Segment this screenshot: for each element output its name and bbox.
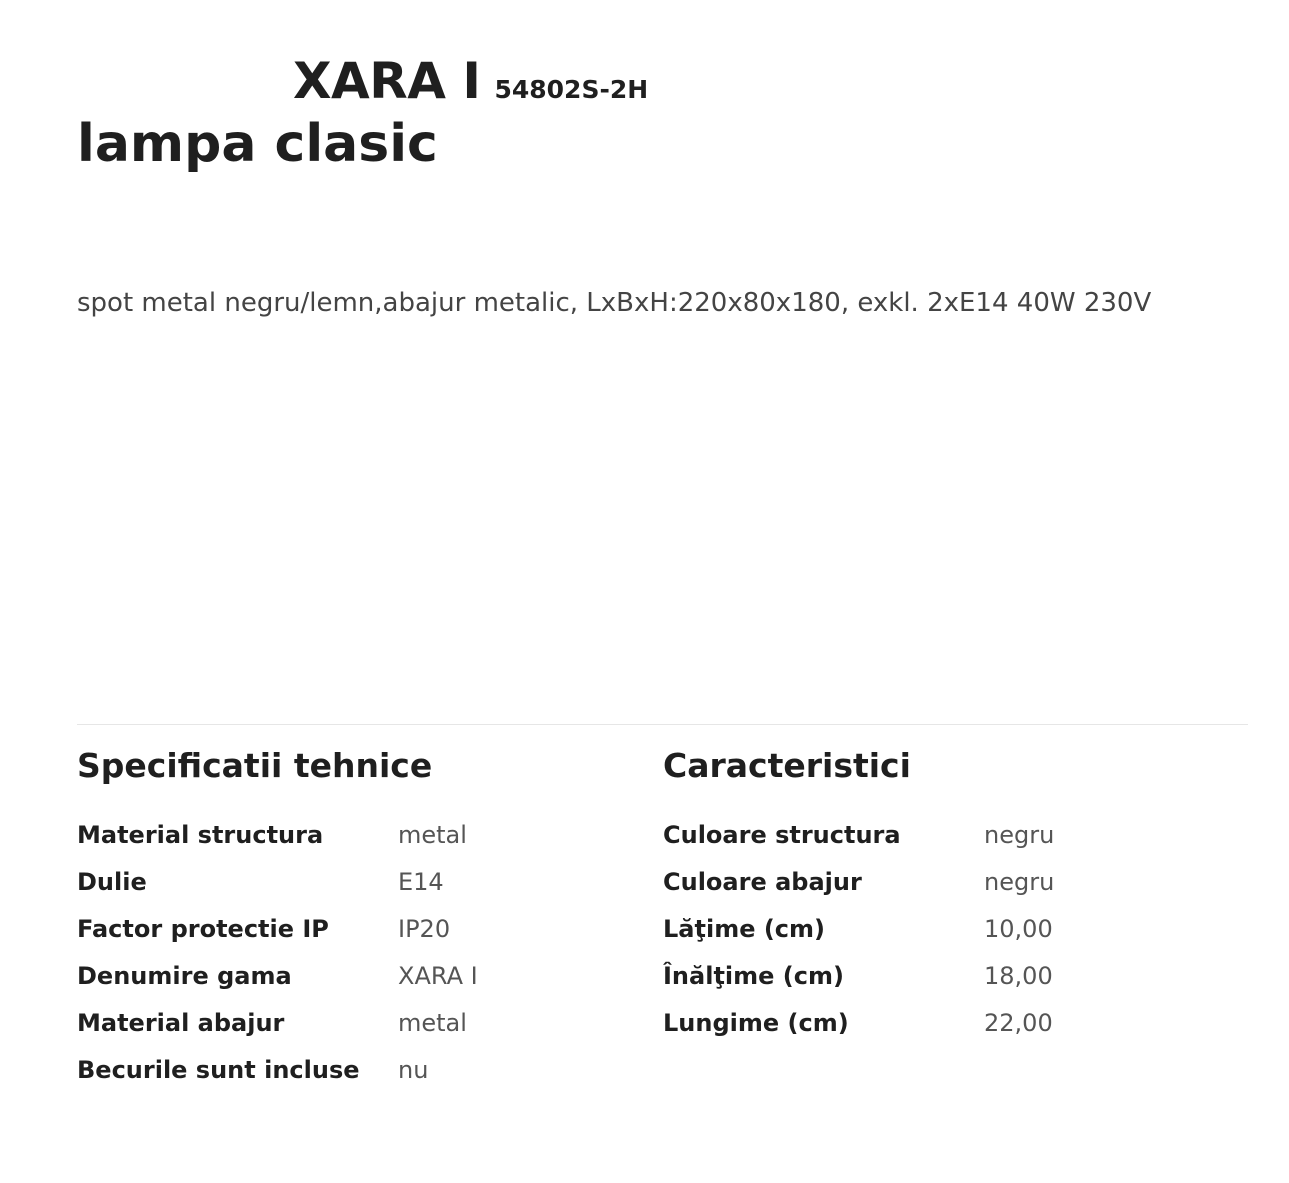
characteristic-label: Culoare abajur [663, 867, 862, 896]
technical-specs-section [77, 745, 637, 1093]
spec-label: Dulie [77, 867, 147, 896]
characteristic-value: negru [984, 867, 1055, 896]
characteristic-row [663, 905, 1223, 952]
spec-value: XARA I [398, 961, 478, 990]
product-name: XARA I [293, 52, 481, 110]
spec-label: Material structura [77, 820, 324, 849]
spec-label: Becurile sunt incluse [77, 1055, 360, 1084]
spec-value: metal [398, 820, 467, 849]
spec-value: nu [398, 1055, 429, 1084]
spec-row [77, 1046, 637, 1093]
characteristic-label: Lăţime (cm) [663, 914, 825, 943]
characteristic-row [663, 811, 1223, 858]
spec-value: metal [398, 1008, 467, 1037]
characteristic-row [663, 999, 1223, 1046]
spec-value: IP20 [398, 914, 451, 943]
characteristic-row [663, 952, 1223, 999]
section-divider [77, 724, 1248, 725]
characteristic-label: Înălţime (cm) [663, 961, 844, 990]
characteristic-value: 18,00 [984, 961, 1053, 990]
characteristics-heading: Caracteristici [663, 746, 911, 785]
spec-label: Material abajur [77, 1008, 285, 1037]
spec-row [77, 905, 637, 952]
characteristic-row [663, 858, 1223, 905]
characteristic-value: negru [984, 820, 1055, 849]
spec-row [77, 858, 637, 905]
characteristic-label: Lungime (cm) [663, 1008, 849, 1037]
product-subtitle: lampa clasic [77, 114, 438, 174]
spec-row [77, 952, 637, 999]
characteristic-value: 10,00 [984, 914, 1053, 943]
spec-row [77, 811, 637, 858]
spec-row [77, 999, 637, 1046]
characteristic-value: 22,00 [984, 1008, 1053, 1037]
product-page [77, 0, 1248, 1183]
product-description: spot metal negru/lemn,abajur metalic, LxBxH:220x80x180, exkl. 2xE14 40W 230V [77, 288, 1152, 318]
spec-label: Factor protectie IP [77, 914, 329, 943]
technical-specs-heading: Specificatii tehnice [77, 746, 433, 785]
product-code: 54802S-2H [494, 75, 649, 104]
spec-value: E14 [398, 867, 444, 896]
spec-label: Denumire gama [77, 961, 292, 990]
product-title-line [293, 52, 649, 110]
characteristic-label: Culoare structura [663, 820, 901, 849]
characteristics-section [663, 745, 1223, 1046]
